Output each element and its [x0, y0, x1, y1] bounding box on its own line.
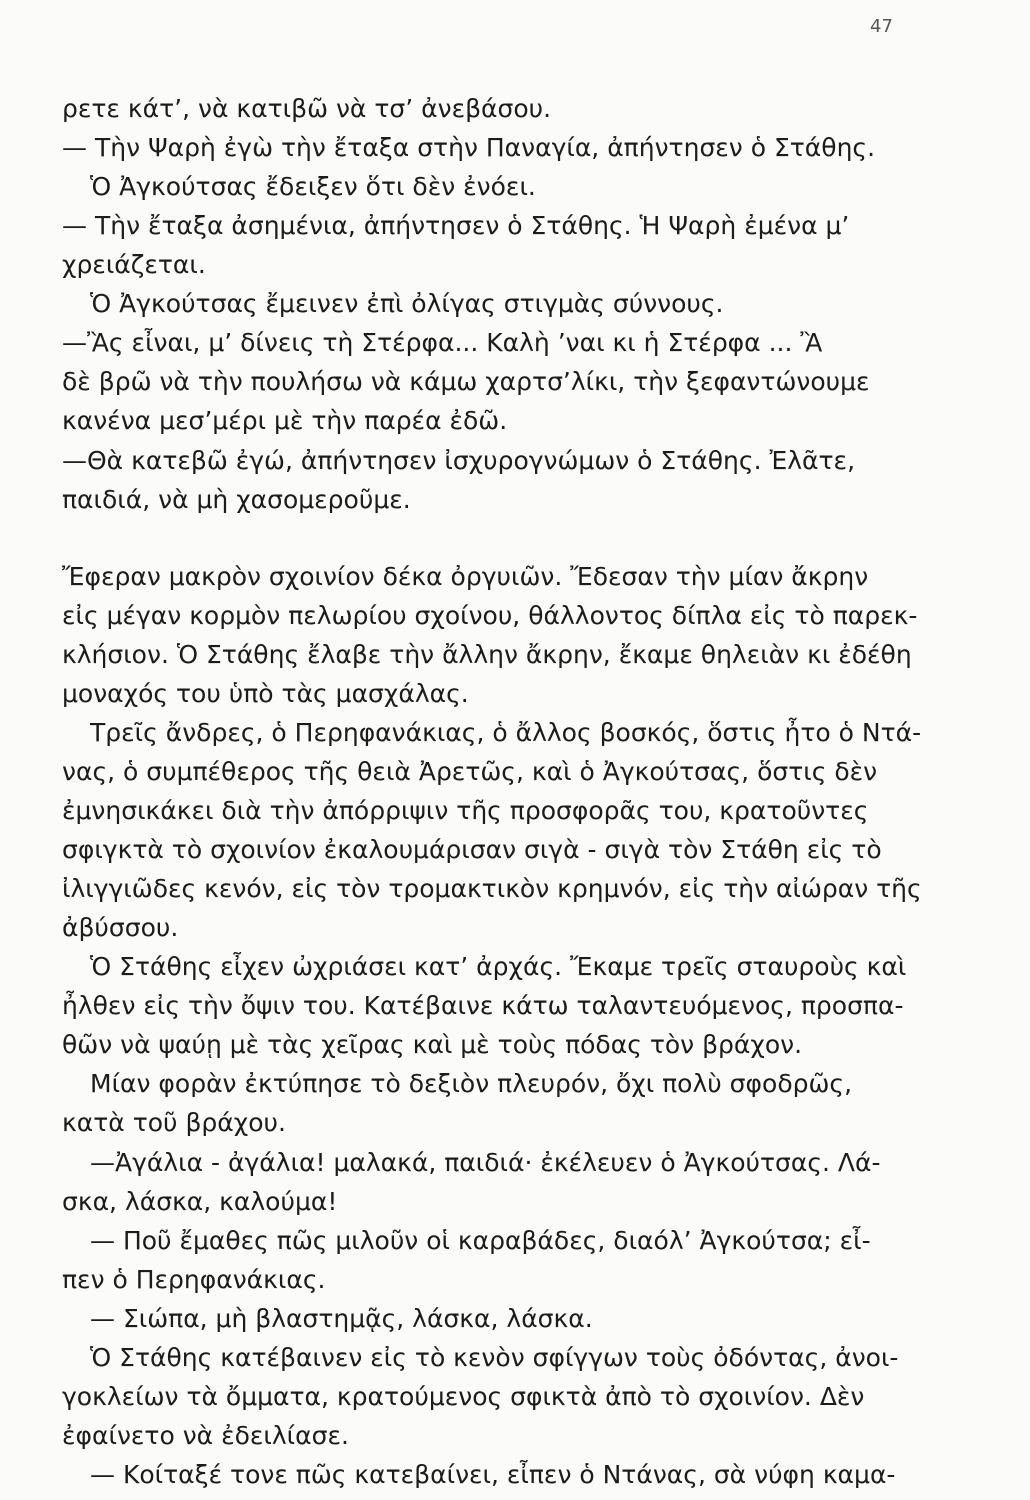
text-line: ἰλιγγιῶδες κενόν, εἰς τὸν τρομακτικὸν κρημνόν, εἰς τὴν αἰώραν τῆς — [62, 874, 922, 904]
text-line: σκα, λάσκα, καλούμα! — [62, 1186, 338, 1216]
text-line: δὲ βρῶ νὰ τὴν πουλήσω νὰ κάμω χαρτσ’λίκι, τὴν ξεφαντώνουμε — [62, 367, 870, 397]
text-line: Ὁ Στάθης εἶχεν ὠχριάσει κατ’ ἀρχάς. Ἔκαμε τρεῖς σταυροὺς καὶ — [90, 952, 907, 982]
text-line: ἀβύσσου. — [62, 913, 179, 943]
text-line: ἐφαίνετο νὰ ἐδειλίασε. — [62, 1420, 349, 1450]
text-line: — Τὴν ἔταξα ἀσημένια, ἀπήντησεν ὁ Στάθης. Ἡ Ψαρὴ ἐμένα μ’ — [62, 211, 850, 241]
text-line: —Ἀγάλια - ἀγάλια! μαλακά, παιδιά· ἐκέλευεν ὁ Ἀγκούτσας. Λά- — [90, 1147, 881, 1177]
text-line: — Σιώπα, μὴ βλαστημᾷς, λάσκα, λάσκα. — [90, 1303, 593, 1333]
text-line: — Κοίταξέ τονε πῶς κατεβαίνει, εἶπεν ὁ Ντάνας, σὰ νύφη καμα- — [90, 1460, 896, 1489]
text-line: — Τὴν Ψαρὴ ἐγὼ τὴν ἔταξα στὴν Παναγία, ἀπήντησεν ὁ Στάθης. — [62, 133, 876, 163]
text-line: χρειάζεται. — [62, 250, 206, 280]
text-line: Ἔφεραν μακρὸν σχοινίον δέκα ὀργυιῶν. Ἔδεσαν τὴν μίαν ἄκρην — [62, 561, 869, 591]
text-line: εἰς μέγαν κορμὸν πελωρίου σχοίνου, θάλλοντος δίπλα εἰς τὸ παρεκ- — [62, 600, 918, 630]
text-line: μοναχός του ὑπὸ τὰς μασχάλας. — [62, 678, 469, 708]
text-line: παιδιά, νὰ μὴ χασομεροῦμε. — [62, 484, 411, 514]
text-line: ἦλθεν εἰς τὴν ὄψιν του. Κατέβαινε κάτω ταλαντευόμενος, προσπα- — [62, 991, 904, 1021]
text-line: νας, ὁ συμπέθερος τῆς θειὰ Ἀρετῶς, καὶ ὁ Ἀγκούτσας, ὅστις δὲν — [62, 756, 878, 786]
text-line: Ὁ Ἀγκούτσας ἔδειξεν ὅτι δὲν ἐνόει. — [90, 172, 536, 202]
text-line: θῶν νὰ ψαύῃ μὲ τὰς χεῖρας καὶ μὲ τοὺς πόδας τὸν βράχον. — [62, 1030, 803, 1060]
text-line: σφιγκτὰ τὸ σχοινίον ἐκαλουμάρισαν σιγὰ - σιγὰ τὸν Στάθη εἰς τὸ — [62, 835, 882, 865]
text-line: ἐμνησικάκει διὰ τὴν ἀπόρριψιν τῆς προσφορᾶς του, κρατοῦντες — [62, 796, 869, 825]
text-line: —Θὰ κατεβῶ ἐγώ, ἀπήντησεν ἰσχυρογνώμων ὁ Στάθης. Ἐλᾶτε, — [62, 445, 856, 475]
text-line: γοκλείων τὰ ὄμματα, κρατούμενος σφικτὰ ἀπὸ τὸ σχοινίον. Δὲν — [62, 1381, 865, 1411]
page-number: 47 — [870, 16, 893, 37]
text-line: Τρεῖς ἄνδρες, ὁ Περηφανάκιας, ὁ ἄλλος βοσκός, ὅστις ἦτο ὁ Ντά- — [90, 717, 922, 747]
text-line: Ὁ Στάθης κατέβαινεν εἰς τὸ κενὸν σφίγγων τοὺς ὀδόντας, ἀνοι- — [90, 1342, 899, 1372]
text-line: ρετε κάτ’, νὰ κατιβῶ νὰ τσ’ ἀνεβάσου. — [62, 94, 552, 123]
text-line: κατὰ τοῦ βράχου. — [62, 1108, 286, 1138]
text-line: — Ποῦ ἔμαθες πῶς μιλοῦν οἱ καραβάδες, διαόλ’ Ἀγκούτσα; εἶ- — [90, 1225, 871, 1255]
text-line: κλήσιον. Ὁ Στάθης ἔλαβε τὴν ἄλλην ἄκρην, ἔκαμε θηλειὰν κι ἐδέθη — [62, 639, 912, 669]
text-line: Ὁ Ἀγκούτσας ἔμεινεν ἐπὶ ὀλίγας στιγμὰς σύννους. — [90, 289, 724, 319]
text-line: —Ἂς εἶναι, μ’ δίνεις τὴ Στέρφα... Καλὴ ’ναι κι ἡ Στέρφα ... Ἂ — [62, 328, 823, 358]
text-line: πεν ὁ Περηφανάκιας. — [62, 1264, 326, 1294]
text-line: Μίαν φορὰν ἐκτύπησε τὸ δεξιὸν πλευρόν, ὄχι πολὺ σφοδρῶς, — [90, 1069, 853, 1099]
text-line: κανένα μεσ’μέρι μὲ τὴν παρέα ἐδῶ. — [62, 406, 508, 436]
